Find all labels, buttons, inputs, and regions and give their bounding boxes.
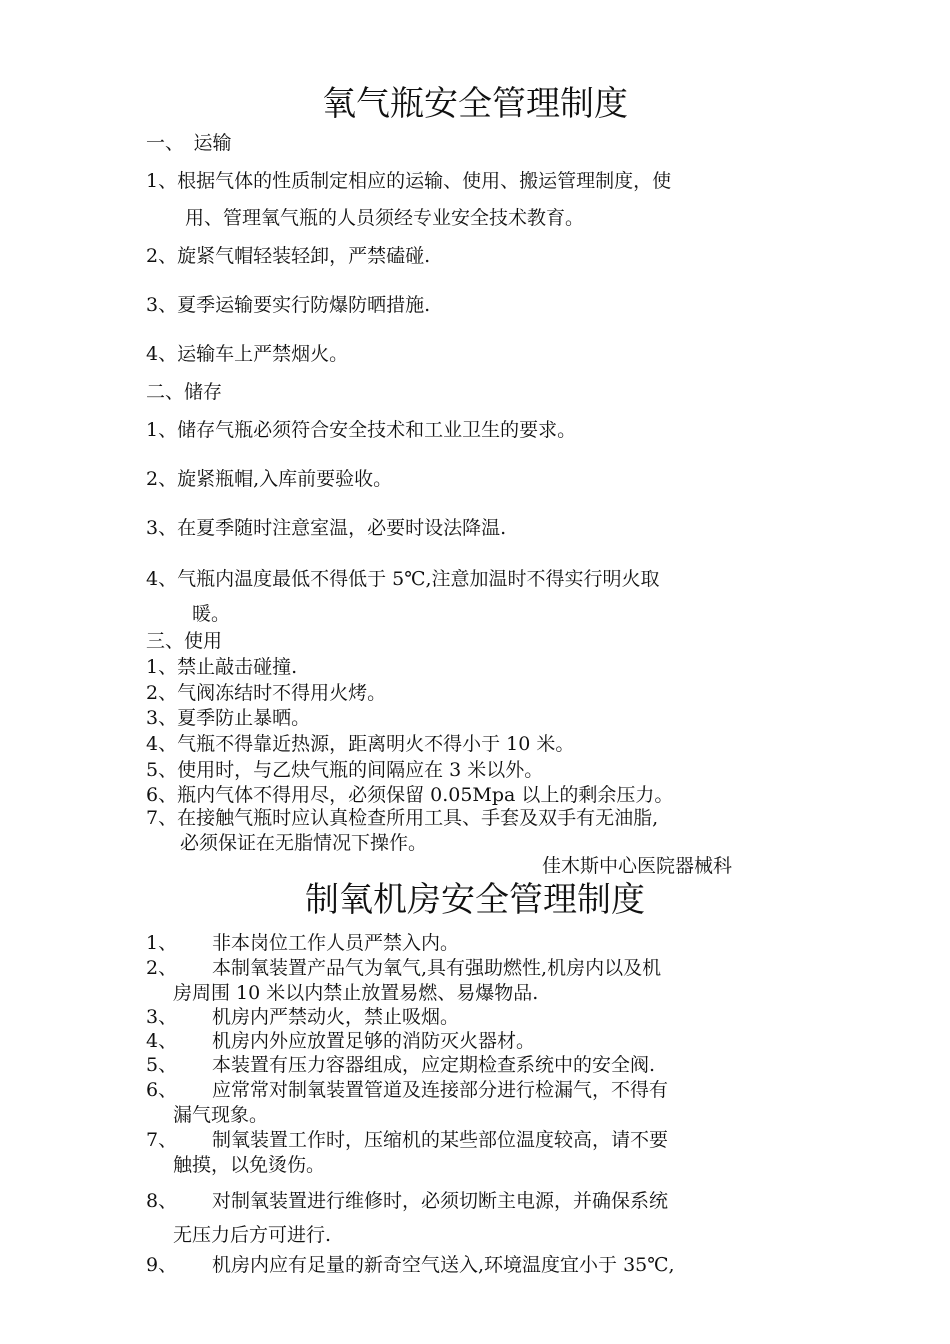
list-item: [146, 955, 661, 981]
signature: 佳木斯中心医院器械科: [542, 855, 733, 877]
list-item: [146, 930, 459, 956]
item-number: 8、: [146, 1190, 178, 1212]
list-item: [146, 1252, 675, 1278]
usage-item-7-cont: 必须保证在无脂情况下操作。: [180, 832, 428, 854]
storage-item-1: 1、储存气瓶必须符合安全技术和工业卫生的要求。: [146, 419, 577, 441]
usage-item-5: 5、使用时，与乙炔气瓶的间隔应在 3 米以外。: [146, 759, 544, 781]
item-text: 机房内外应放置足够的消防灭火器材。: [212, 1030, 536, 1052]
list-item-cont: 无压力后方可进行.: [173, 1224, 332, 1246]
doc1-title: 氧气瓶安全管理制度: [322, 84, 628, 124]
usage-item-6: 6、瓶内气体不得用尽，必须保留 0.05Mpa 以上的剩余压力。: [146, 784, 674, 806]
transport-item-3: 3、夏季运输要实行防爆防晒措施.: [146, 294, 431, 316]
section-heading-usage: 三、使用: [146, 630, 223, 652]
list-item: [146, 1004, 459, 1030]
usage-item-3: 3、夏季防止暴晒。: [146, 707, 311, 729]
storage-item-4-cont: 暖。: [192, 603, 231, 625]
transport-item-1: 1、根据气体的性质制定相应的运输、使用、搬运管理制度，使: [146, 170, 672, 192]
usage-item-4: 4、气瓶不得靠近热源，距离明火不得小于 10 米。: [146, 733, 575, 755]
item-text: 机房内应有足量的新奇空气送入,环境温度宜小于 35℃,: [212, 1254, 675, 1276]
item-number: 4、: [146, 1030, 178, 1052]
section-heading-transport: 一、 运输: [146, 132, 232, 154]
list-item: [146, 1127, 668, 1153]
item-text: 应常常对制氧装置管道及连接部分进行检漏气，不得有: [212, 1079, 669, 1101]
usage-item-2: 2、气阀冻结时不得用火烤。: [146, 682, 387, 704]
doc2-title: 制氧机房安全管理制度: [305, 880, 645, 920]
usage-item-1: 1、禁止敲击碰撞.: [146, 656, 298, 678]
item-text: 本装置有压力容器组成，应定期检查系统中的安全阀.: [212, 1054, 656, 1076]
list-item: [146, 1052, 655, 1078]
storage-item-4: 4、气瓶内温度最低不得低于 5℃,注意加温时不得实行明火取: [146, 568, 660, 590]
storage-item-3: 3、在夏季随时注意室温，必要时设法降温.: [146, 517, 507, 539]
list-item: [146, 1028, 535, 1054]
item-text: 本制氧装置产品气为氧气,具有强助燃性,机房内以及机: [212, 957, 662, 979]
item-number: 3、: [146, 1006, 178, 1028]
item-text: 制氧装置工作时，压缩机的某些部位温度较高，请不要: [212, 1129, 669, 1151]
item-number: 5、: [146, 1054, 178, 1076]
usage-item-7: 7、在接触气瓶时应认真检查所用工具、手套及双手有无油脂,: [146, 807, 659, 829]
item-number: 1、: [146, 932, 178, 954]
section-heading-storage: 二、储存: [146, 381, 223, 403]
list-item: [146, 1077, 668, 1103]
transport-item-1-cont: 用、管理氧气瓶的人员须经专业安全技术教育。: [185, 207, 585, 229]
transport-item-2: 2、旋紧气帽轻装轻卸，严禁磕碰.: [146, 245, 431, 267]
item-text: 非本岗位工作人员严禁入内。: [212, 932, 460, 954]
item-number: 7、: [146, 1129, 178, 1151]
list-item-cont: 触摸，以免烫伤。: [173, 1154, 326, 1176]
list-item: [146, 1188, 668, 1214]
item-text: 机房内严禁动火，禁止吸烟。: [212, 1006, 460, 1028]
storage-item-2: 2、旋紧瓶帽,入库前要验收。: [146, 468, 393, 490]
list-item-cont: 漏气现象。: [173, 1104, 269, 1126]
item-number: 2、: [146, 957, 178, 979]
list-item-cont: 房周围 10 米以内禁止放置易燃、易爆物品.: [173, 982, 539, 1004]
item-number: 9、: [146, 1254, 178, 1276]
item-text: 对制氧装置进行维修时，必须切断主电源，并确保系统: [212, 1190, 669, 1212]
transport-item-4: 4、运输车上严禁烟火。: [146, 343, 349, 365]
item-number: 6、: [146, 1079, 178, 1101]
